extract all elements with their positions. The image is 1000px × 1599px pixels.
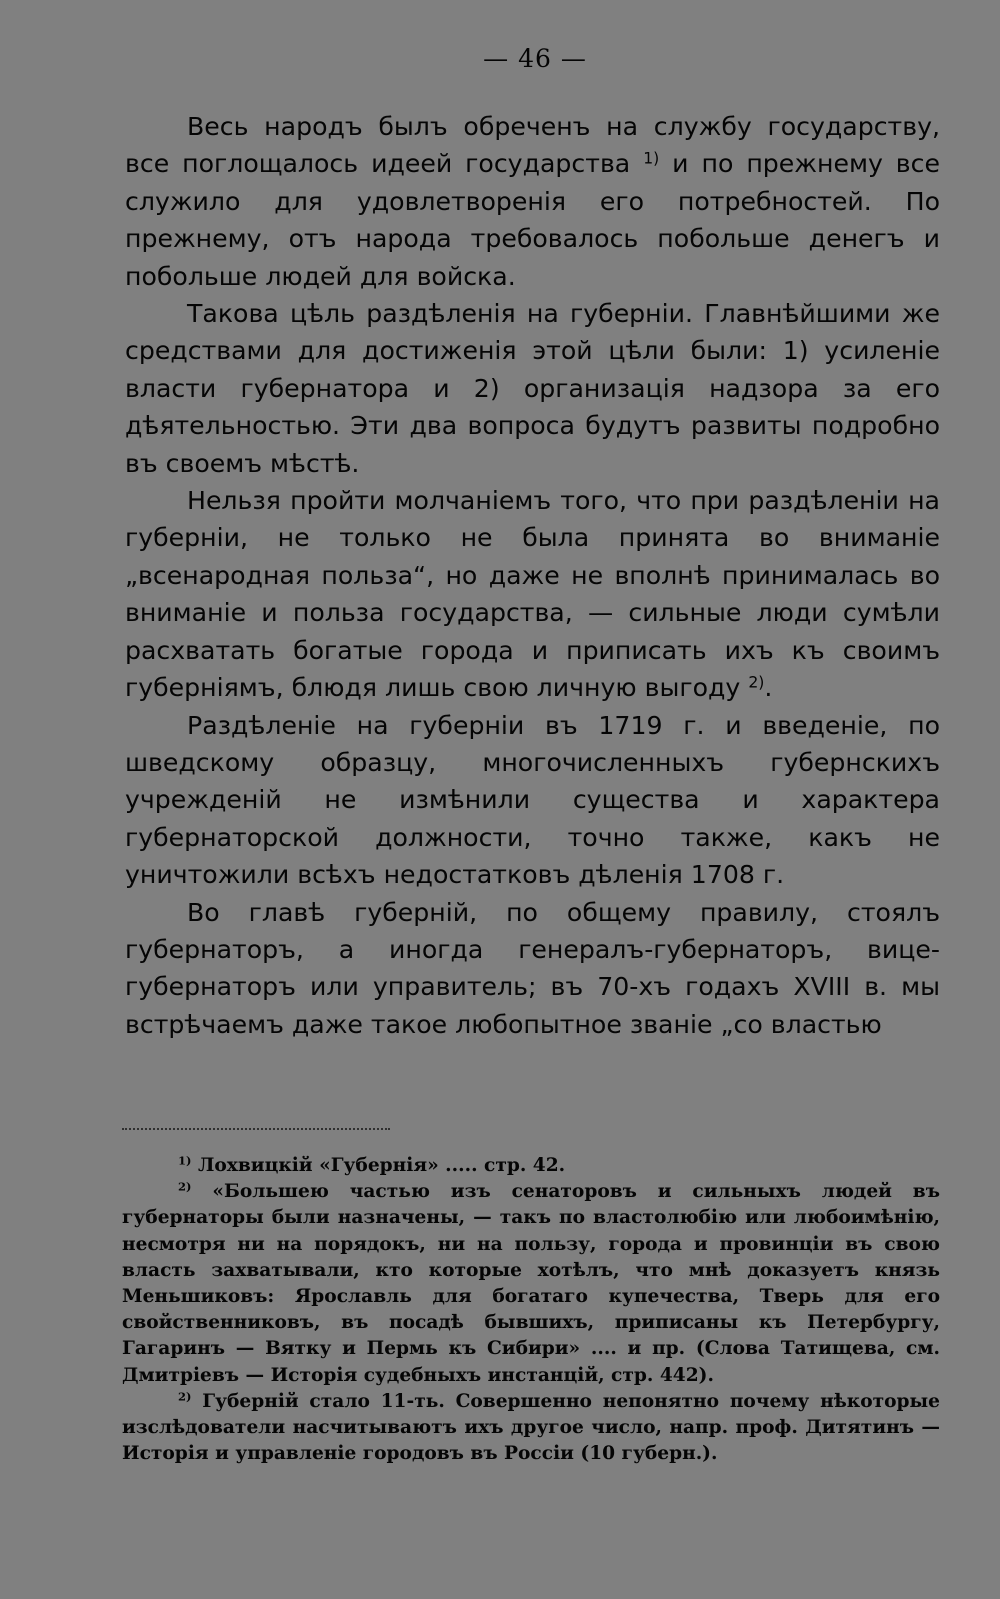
footnote-text: «Большею частью изъ сенаторовъ и сильныхъ людей въ губернаторы были назначены, — такъ по властолюбію или любоимѣнію, несмотря ни на порядокъ, ни на пользу, города и провинціи въ свою власть захватывали, кто которые хотѣлъ, что мнѣ доказуетъ князь Меньшиковъ: Ярославль для богатаго купечества, Тверь для его свойственниковъ, въ посадѣ бывшихъ, приписаны къ Петербургу, Гагаринъ — Вятку и Пермь къ Сибири» .... и пр. (Слова Татищева, см. Дмитріевъ — Исторія судебныхъ инстанцій, стр. 442). <box>122 1181 940 1386</box>
paragraph-3 <box>125 482 940 706</box>
paragraph-4: Раздѣленіе на губерніи въ 1719 г. и введеніе, по шведскому образцу, многочисленныхъ губернскихъ учрежденій не измѣнили существа и характера губернаторской должности, точно также, какъ не уничтожили всѣхъ недостатковъ дѣленія 1708 г. <box>125 710 940 890</box>
footnote-text: Лохвицкій «Губернія» ..... стр. 42. <box>191 1155 566 1176</box>
footnote-separator <box>122 1128 390 1130</box>
paragraph-1 <box>125 108 940 295</box>
paragraph-text: Весь народъ былъ обреченъ на службу государству, все поглощалось идеей государства <box>125 112 940 179</box>
footnote-2 <box>122 1179 940 1389</box>
paragraph-text: . <box>764 673 773 703</box>
page-number: — 46 — <box>483 44 587 73</box>
footnote-marker: 2) <box>178 1179 192 1194</box>
footnote-reference-2: 2) <box>748 673 765 692</box>
footnote-text: Губерній стало 11-ть. Совершенно непонятно почему нѣкоторые изслѣдователи насчитываютъ ихъ другое число, напр. проф. Дитятинъ — Исторія и управленіе городовъ въ Россіи (10 губерн.). <box>122 1390 940 1465</box>
paragraph-text: и по прежнему все служило для удовлетворенія его потребностей. По прежнему, отъ народа требовалось побольше денегъ и побольше людей для войска. <box>125 149 940 291</box>
main-text <box>125 108 940 1043</box>
footnote-reference-1: 1) <box>643 149 660 168</box>
paragraph-2: Такова цѣль раздѣленія на губерніи. Главнѣйшими же средствами для достиженія этой цѣли были: 1) усиленіе власти губернатора и 2) организація надзора за его дѣятельностью. Эти два вопроса будутъ развиты подробно въ своемъ мѣстѣ. <box>125 299 940 478</box>
paragraph-5: Во главѣ губерній, по общему правилу, стоялъ губернаторъ, а иногда генералъ-губернаторъ, вице-губернаторъ или управитель; въ 70-хъ годахъ XVIII в. мы встрѣчаемъ даже такое любопытное званіе „со властью <box>125 897 940 1039</box>
footnote-1 <box>122 1153 940 1179</box>
footnote-marker: 1) <box>178 1153 192 1168</box>
footnotes <box>122 1153 940 1467</box>
paragraph-text: Нельзя пройти молчаніемъ того, что при раздѣленіи на губерніи, не только не была принята во вниманіе „всенародная польза“, но даже не вполнѣ принималась во вниманіе и польза государства, — сильные люди сумѣли расхватать богатые города и приписать ихъ къ своимъ губерніямъ, блюдя лишь свою личную выгоду <box>125 486 940 703</box>
footnote-marker: 2) <box>178 1389 192 1404</box>
footnote-3 <box>122 1389 940 1468</box>
